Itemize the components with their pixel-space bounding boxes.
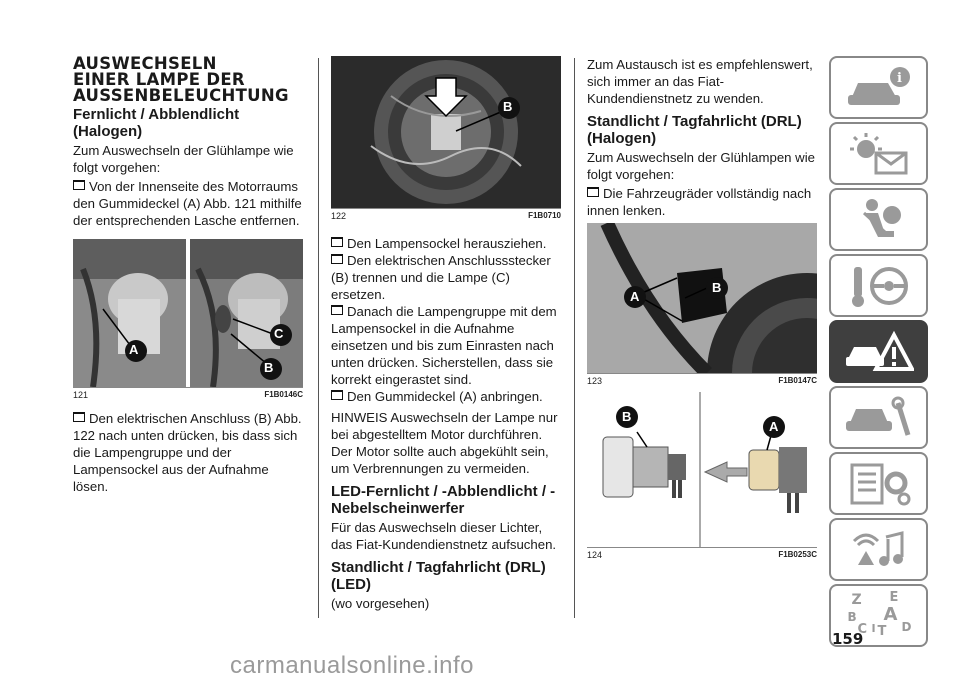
tab-safety[interactable] (829, 188, 928, 251)
checkbox-icon (587, 187, 599, 197)
tech-data-icon (844, 461, 914, 507)
checkbox-icon (73, 180, 85, 190)
figure-label-b: B (503, 99, 513, 114)
column-divider (574, 58, 575, 618)
section-title (73, 56, 303, 104)
step-pull-socket: Den Lampensockel herausziehen. (331, 235, 561, 252)
figure-122-caption (331, 209, 561, 221)
intro-text: Zum Austausch ist es empfehlenswert, sich immer an das Fiat-Kundendienstnetz zu wenden. (587, 57, 813, 106)
figure-label-a: A (769, 419, 779, 434)
drl-text: (wo vorgesehen) (331, 596, 430, 611)
title-line-2: EINER LAMPE DER (73, 70, 245, 89)
tab-starting-driving[interactable] (829, 254, 928, 317)
tab-lights-warning[interactable] (829, 122, 928, 185)
figure-number: 123 (587, 376, 603, 386)
lights-warning-icon (844, 131, 914, 177)
index-letter: T (877, 623, 887, 639)
subheading-drl-halogen: Standlicht / Tagfahrlicht (DRL) (Halogen) (587, 113, 802, 147)
step-insert: Danach die Lampengruppe mit dem Lampensockel in die Aufnahme einsetzen und bis zum Einrasten nach unten drücken. Sicherstellen, dass sie korrekt eingerastet sind. (331, 304, 557, 387)
column-divider (318, 58, 319, 618)
figure-label-a: A (630, 289, 640, 304)
figure-code: F1B0147C (778, 376, 817, 385)
figure-123-image (587, 223, 817, 373)
page-number: 159 (832, 630, 864, 648)
figure-label-b: B (264, 360, 274, 375)
figure-number: 124 (587, 550, 603, 560)
multimedia-icon (844, 527, 914, 573)
subheading-drl-led: Standlicht / Tagfahrlicht (DRL) (LED) (331, 559, 546, 593)
figure-label-b: B (712, 280, 722, 295)
step-disconnect: Den elektrischen Anschlussstecker (B) trennen und die Lampe (C) ersetzen. (331, 253, 551, 302)
figure-122-image (331, 56, 561, 208)
figure-123-caption (587, 374, 817, 386)
steering-key-icon (844, 263, 914, 309)
intro-text: Zum Auswechseln der Glühlampe wie folgt vorgehen: (73, 143, 294, 175)
middle-column (331, 56, 561, 614)
car-service-icon (844, 395, 914, 441)
car-info-icon (844, 65, 914, 111)
chapter-tabs (829, 56, 928, 650)
figure-121-caption (73, 388, 303, 400)
index-letter: D (901, 619, 912, 634)
figure-number: 121 (73, 390, 89, 400)
tab-maintenance[interactable] (829, 386, 928, 449)
figure-124-caption (587, 548, 817, 560)
step-steer-wheels: Die Fahrzeugräder vollständig nach innen lenken. (587, 186, 812, 218)
index-letter: I (871, 621, 876, 635)
figure-124 (587, 392, 817, 548)
watermark: carmanualsonline.info (230, 652, 474, 679)
figure-code: F1B0710 (528, 211, 561, 220)
figure-code: F1B0146C (264, 390, 303, 399)
index-letter: B (847, 609, 857, 624)
index-letter: C (857, 621, 868, 637)
tab-technical-data[interactable] (829, 452, 928, 515)
figure-number: 122 (331, 211, 347, 221)
right-column (587, 56, 817, 560)
figure-123 (587, 223, 817, 374)
tab-multimedia[interactable] (829, 518, 928, 581)
checkbox-icon (331, 390, 343, 400)
index-letter: E (889, 589, 899, 605)
tab-emergency[interactable] (829, 320, 928, 383)
checkbox-icon (331, 237, 343, 247)
title-line-1: AUSWECHSELN (73, 54, 217, 73)
subheading-halogen: Fernlicht / Abblendlicht (Halogen) (73, 106, 240, 140)
step-remove-cover: Von der Innenseite des Motorraums den Gummideckel (A) Abb. 121 mithilfe der entsprechenden Lasche entfernen. (73, 179, 302, 228)
checkbox-icon (331, 254, 343, 264)
step-press-connector: Den elektrischen Anschluss (B) Abb. 122 nach unten drücken, bis dass sich die Lampengruppe und der Lampensockel aus der Aufnahme lösen. (73, 411, 302, 494)
emergency-triangle-icon (844, 329, 914, 375)
procedure-text: Zum Auswechseln der Glühlampen wie folgt vorgehen: (587, 150, 815, 182)
note-text: HINWEIS Auswechseln der Lampe nur bei abgestelltem Motor durchführen. Der Motor sollte auch abgekühlt sein, um Verbrennungen zu vermeiden. (331, 410, 558, 476)
figure-label-c: C (274, 326, 284, 341)
airbag-seat-icon (844, 197, 914, 243)
svg-text:i: i (896, 70, 902, 86)
checkbox-icon (73, 412, 85, 422)
figure-122 (331, 56, 561, 209)
title-line-3: AUSSENBELEUCHTUNG (73, 86, 289, 105)
figure-label-a: A (129, 342, 139, 357)
led-text: Für das Auswechseln dieser Lichter, das Fiat-Kundendienstnetz aufsuchen. (331, 520, 557, 552)
step-attach-cover: Den Gummideckel (A) anbringen. (331, 388, 561, 405)
tab-car-info[interactable] (829, 56, 928, 119)
index-letter: A (883, 603, 898, 625)
figure-label-b: B (622, 409, 632, 424)
steps-list (331, 235, 561, 405)
left-column (73, 56, 303, 495)
figure-code: F1B0253C (778, 550, 817, 559)
subheading-led: LED-Fernlicht / -Abblendlicht / -Nebelscheinwerfer (331, 483, 556, 517)
figure-121 (73, 239, 303, 388)
index-letter: Z (851, 591, 862, 608)
checkbox-icon (331, 305, 343, 315)
